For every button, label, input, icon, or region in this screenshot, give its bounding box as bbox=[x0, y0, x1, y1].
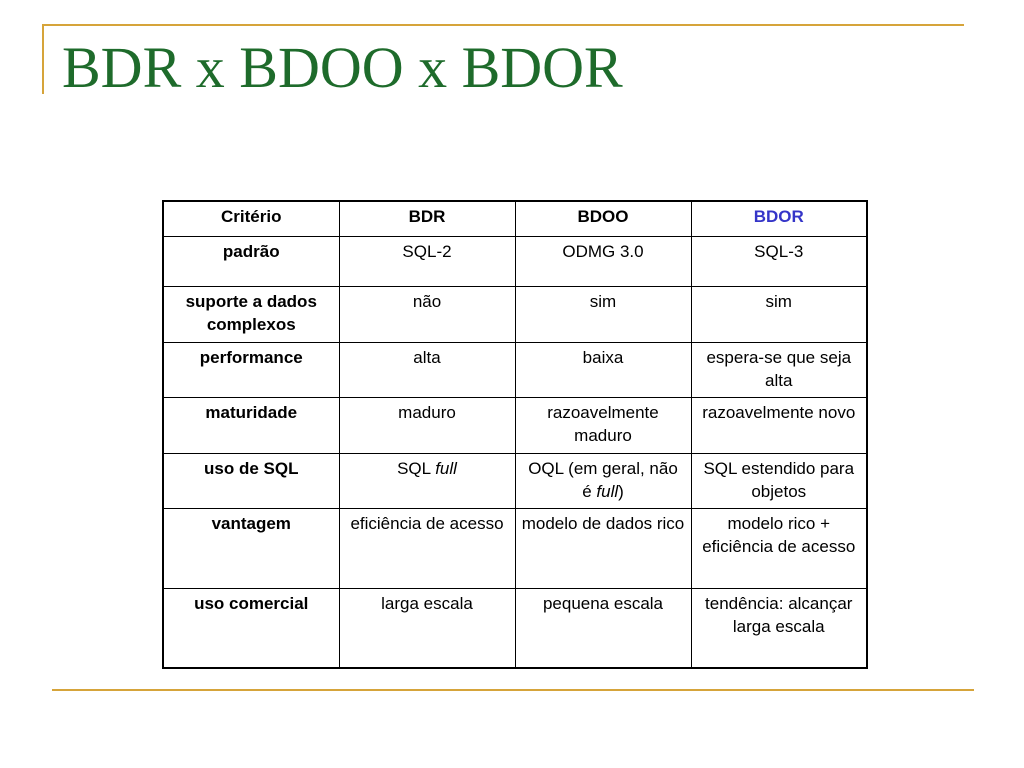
bdoo-cell: pequena escala bbox=[515, 588, 691, 668]
table-row-uso-sql bbox=[163, 453, 867, 508]
header-bdor: BDOR bbox=[691, 201, 867, 237]
bdor-cell: SQL estendido para objetos bbox=[691, 453, 867, 508]
bdor-cell: tendência: alcançar larga escala bbox=[691, 588, 867, 668]
criterion-cell: vantagem bbox=[163, 508, 339, 588]
bdoo-cell: baixa bbox=[515, 343, 691, 398]
bdoo-cell: modelo de dados rico bbox=[515, 508, 691, 588]
bdor-cell: sim bbox=[691, 287, 867, 343]
bdr-cell: SQL-2 bbox=[339, 237, 515, 287]
criterion-bold: SQL bbox=[263, 458, 299, 478]
table-header-row bbox=[163, 201, 867, 237]
table-row-padrao bbox=[163, 237, 867, 287]
header-bdoo: BDOO bbox=[515, 201, 691, 237]
bdr-cell: não bbox=[339, 287, 515, 343]
header-criterio: Critério bbox=[163, 201, 339, 237]
bdr-cell: eficiência de acesso bbox=[339, 508, 515, 588]
bdr-italic: full bbox=[435, 458, 457, 478]
criterion-cell: padrão bbox=[163, 237, 339, 287]
criterion-cell bbox=[163, 453, 339, 508]
comparison-table bbox=[162, 200, 868, 669]
table-row-uso-comercial bbox=[163, 588, 867, 668]
table-row-suporte bbox=[163, 287, 867, 343]
slide-title: BDR x BDOO x BDOR bbox=[62, 35, 623, 100]
criterion-cell: suporte a dados complexos bbox=[163, 287, 339, 343]
bdoo-cell: sim bbox=[515, 287, 691, 343]
bdr-cell: maduro bbox=[339, 397, 515, 453]
bdoo-cell: razoavelmente maduro bbox=[515, 397, 691, 453]
bdr-cell: alta bbox=[339, 343, 515, 398]
bdr-cell: larga escala bbox=[339, 588, 515, 668]
criterion-cell: maturidade bbox=[163, 397, 339, 453]
bdor-cell: SQL-3 bbox=[691, 237, 867, 287]
criterion-cell: uso comercial bbox=[163, 588, 339, 668]
table-row-performance bbox=[163, 343, 867, 398]
comparison-table-container bbox=[162, 200, 866, 666]
bdr-prefix: SQL bbox=[397, 458, 436, 478]
criterion-prefix: uso de bbox=[204, 458, 264, 478]
bdoo-prefix: OQL (em geral, não é bbox=[528, 458, 678, 501]
criterion-cell: performance bbox=[163, 343, 339, 398]
header-bdr: BDR bbox=[339, 201, 515, 237]
top-rule bbox=[42, 24, 964, 26]
bdoo-cell: ODMG 3.0 bbox=[515, 237, 691, 287]
bdoo-italic: full bbox=[596, 481, 619, 501]
bdor-cell: modelo rico + eficiência de acesso bbox=[691, 508, 867, 588]
bottom-rule bbox=[52, 689, 974, 691]
table-row-maturidade bbox=[163, 397, 867, 453]
left-rule bbox=[42, 24, 44, 94]
bdr-cell bbox=[339, 453, 515, 508]
bdor-cell: razoavelmente novo bbox=[691, 397, 867, 453]
bdoo-suffix: ) bbox=[618, 481, 624, 501]
bdor-cell: espera-se que seja alta bbox=[691, 343, 867, 398]
table-row-vantagem bbox=[163, 508, 867, 588]
bdoo-cell bbox=[515, 453, 691, 508]
